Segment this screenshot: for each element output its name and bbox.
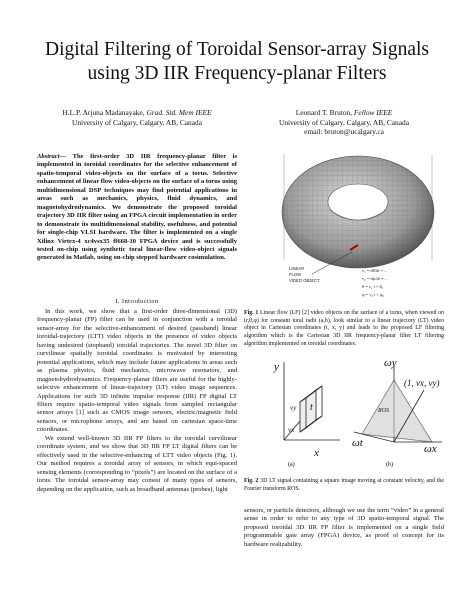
figure-2-axis-label: t [310, 402, 313, 413]
abstract [37, 153, 237, 263]
paper-title [0, 38, 474, 86]
figure-2-axis-label: ωt [352, 437, 363, 449]
figure-2 [244, 350, 444, 470]
figure-1-caption: Fig. 1 Linear flow (LF) [2] video objects on the surface of a torus, when viewed on (r,θ,φ) for constant toral radii (a,b), look similar to a linear trajectory (LT) video object in Cartesian coordinates (t, x, y) and leads to the proposed LF filtering algorithm which is the Cartesian 3D IIR frequency-planar filter LT filtering algorithm implemented on toroidal coordinates. [244, 310, 444, 347]
figure-1-torus [272, 150, 437, 308]
svg-text:v₂ = dφ/dt = ...: v₂ = dφ/dt = ... [362, 276, 388, 281]
author-role: Fellow IEEE [353, 108, 393, 117]
paragraph: We extend well-known 3D IIR FP filters to the toroidal curvilinear coordinate system, and we show that 3D IIR FP LT digital filters can be effectively used in the selective-enhancing of LTT video objects (Fig. 1). Our method requires a toroidal array of sensors, in which equi-spaced sensing elements (corresponding to “pixels”) are located on the surface of a torus. The toroidal sensor-array may consist of many types of sensors, depending on the application, such as broadband antennas (probes), light [37, 434, 237, 493]
author-email: email: bruton@ucalgary.ca [304, 127, 384, 136]
section-body [37, 308, 237, 494]
abstract-label: Abstract [37, 153, 60, 160]
author-role: Grad. Std. Mem IEEE [146, 108, 212, 117]
title-line-2: using 3D IIR Frequency-planar Filters [87, 63, 387, 84]
caption-label: Fig. 1 [244, 310, 259, 316]
author-block-2 [244, 108, 444, 137]
figure-2-axis-label: ωy [384, 357, 397, 369]
svg-text:φ = v₂ t + φ₀: φ = v₂ t + φ₀ [362, 292, 384, 297]
figure-2-axis-label: x [314, 447, 319, 459]
author-block-1 [37, 108, 237, 127]
figure-2-caption: Fig. 2 3D LT signal containing a square image moving at constant velocity, and the Fourier transform ROS. [244, 478, 444, 492]
figure-2-axis-label: ROS [378, 408, 389, 414]
figure-2-axis-label: ωx [424, 443, 437, 455]
caption-label: Fig. 2 [244, 478, 259, 484]
author-name: H.L.P. Arjuna Madanayake, [62, 108, 145, 117]
author-name: Leonard T. Bruton, [295, 108, 353, 117]
paragraph: In this work, we show that a first-order three-dimensional (3D) frequency-planar (FP) filter can be used in conjunction with a toroidal sensor-array for the selective-enhancement of desired (passband) linear toroidal-trajectory (LTT) video objects in the presence of video objects having undesired (stopband) toroidal trajectories. The novel 3D filter on curvilinear spatially toroidal coordinates is motivated by interesting potential applications, which may include future applications in areas such as plasma physics, fluid mechanics, microwave resonators, and magnetohydrodynamics. Frequency-planar filters are useful for the highly-selective enhancement of linear-trajectory (LT) video image sequences. Applications for such 3D infinite impulse response (IIR) FP digital LT filters require spatio-temporal video signals from sampled rectangular sensor arrays [1] such as CMOS image sensors, electric/magnetic field sensors, or microphone arrays, and are based on cartesian space-time coordinates. [37, 308, 237, 434]
figure-2-axis-label: vy [290, 404, 297, 412]
title-line-1: Digital Filtering of Toroidal Sensor-array Signals [44, 39, 430, 60]
author-affiliation: University of Calgary, Calgary, AB, Canada [279, 117, 409, 127]
figure-2-axis-label: y [274, 361, 279, 373]
right-column-text: sensors, or particle detectors, although we use the term “video” in a general sense in order to refer to any type of 3D spatio-temporal signal. The proposed toroidal 3D IIR FP filter is implemented on a single field programmable gate array (FPGA) device, as proof of concept for its hardware realizability. [244, 507, 444, 548]
figure-2-panel-label: (b) [386, 462, 393, 468]
svg-text:θ = v₁ t + θ₀: θ = v₁ t + θ₀ [362, 284, 384, 289]
figure-1-label: VIDEO OBJECT [289, 278, 320, 283]
figure-1-label: FLOW [289, 272, 302, 277]
figure-2-axis-label: (1, vx, vy) [404, 378, 440, 388]
author-affiliation: University of Calgary, Calgary, AB, Canada [72, 117, 202, 127]
svg-text:v₁ = dθ/dt = ...: v₁ = dθ/dt = ... [362, 268, 388, 273]
abstract-text: — The first-order 3D IIR frequency-planar filter is implemented in toroidal coordinates for the selective enhancement of spatio-temporal video-objects on the surface of a torus. Selective enhancement of linear flow video-objects on the surface of a torus using multidimensional DSP techniques may find potential applications in areas such as mechanics, physics, fluid dynamics, and magnetohydrodynamics. We demonstrate the proposed toroidal trajectory 3D IIR filter using an FPGA circuit implementation in order to demonstrate its multidimensional stability, usefulness, and potential for single-chip VLSI hardware. The filter is implemented on a single Xilinx Virtex-4 xc4vsx35 ff668-10 FPGA device and is successfully tested on-chip using synthetic toral linear-flow video-object signals generated in Matlab, using on-chip stepped hardware cosimulation. [37, 153, 237, 262]
figure-2-panel-label: (a) [288, 462, 295, 468]
figure-2-axis-label: vx [288, 426, 295, 434]
figure-1-label: LINEAR [289, 266, 305, 271]
section-heading: I. Introduction [115, 298, 159, 305]
